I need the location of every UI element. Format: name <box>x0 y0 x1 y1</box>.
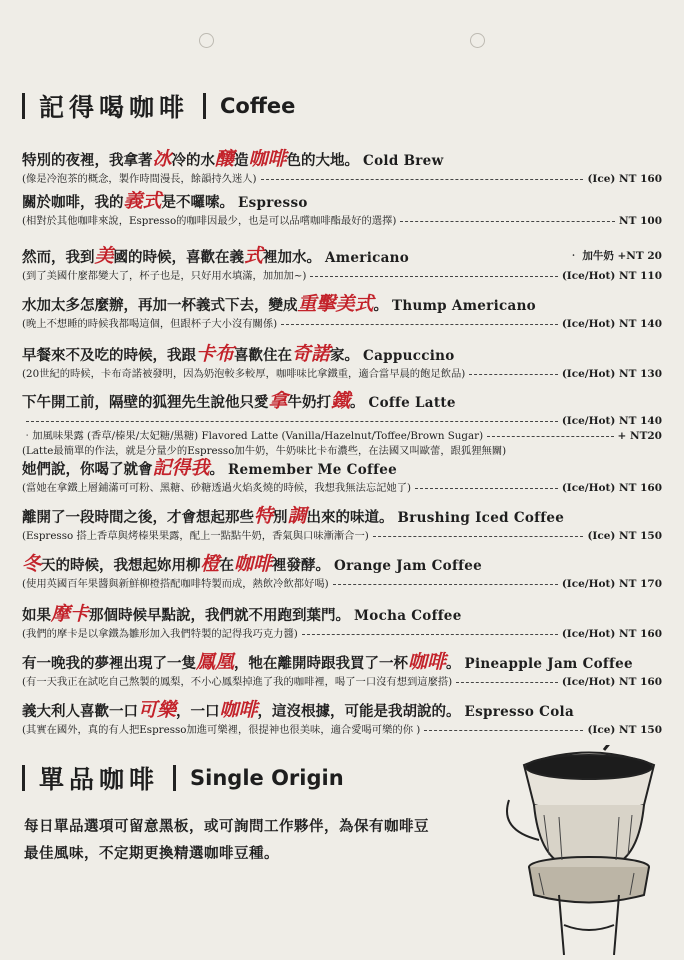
sentence-text: 如果 <box>22 607 51 624</box>
sentence-text: 出來的味道。 <box>306 509 394 526</box>
pour-over-coffee-illustration-icon <box>504 745 674 955</box>
highlight-word: 記得我 <box>152 457 210 479</box>
highlight-word: 可樂 <box>138 699 177 721</box>
dotted-leader <box>415 488 558 489</box>
item-english-name: Thump Americano <box>392 298 536 314</box>
sentence-text: 。 <box>209 461 225 478</box>
sentence-text: 然而，我到 <box>22 249 95 266</box>
sentence-text: 早餐來不及吃的時候，我跟 <box>22 347 196 364</box>
highlight-word: 冬 <box>22 553 42 575</box>
highlight-word: 調 <box>287 505 307 527</box>
item-description: (晚上不想睡的時候我都喝這個，但跟杯子大小沒有關係) <box>22 318 278 330</box>
sentence-text: 在 <box>219 557 235 574</box>
item-description: (到了美國什麼都變大了，杯子也是，只好用水填滿，加加加~) <box>22 270 307 282</box>
sentence-text: 義大利人喜歡一口 <box>22 703 138 720</box>
single-origin-description <box>24 813 504 867</box>
menu-item <box>22 190 662 229</box>
highlight-word: 冰 <box>152 148 172 170</box>
sentence-text: 喜歡住在 <box>234 347 293 364</box>
item-sentence <box>22 553 482 577</box>
sentence-text: 天的時候，我想起妳用柳 <box>41 557 201 574</box>
highlight-word: 重擊美式 <box>297 293 374 315</box>
menu-item <box>22 148 662 187</box>
sentence-text: 特別的夜裡，我拿著 <box>22 152 153 169</box>
highlight-word: 美 <box>94 245 114 267</box>
sentence-text: 牛奶打 <box>287 394 332 411</box>
highlight-word: 咖啡 <box>234 553 273 575</box>
binder-hole-left <box>199 33 214 48</box>
item-price: (Ice) NT 160 <box>587 173 662 185</box>
menu-item <box>22 390 662 459</box>
binder-hole-right <box>470 33 485 48</box>
sentence-text: 她們說，你喝了就會 <box>22 461 153 478</box>
item-price: (Ice/Hot) NT 110 <box>561 270 662 282</box>
sentence-text: ，牠在離開時跟我買了一杯 <box>234 655 409 672</box>
menu-item <box>22 245 662 284</box>
sentence-text: 關於咖啡，我的 <box>22 194 124 211</box>
desc-line: 最佳風味，不定期更換精選咖啡豆種。 <box>24 845 279 862</box>
item-price: (Ice) NT 150 <box>587 530 662 542</box>
sentence-text: 裡加水。 <box>263 249 322 266</box>
section-title-zh: 記得喝咖啡 <box>39 93 190 122</box>
dotted-leader <box>456 682 558 683</box>
highlight-word: 鳳凰 <box>196 651 235 673</box>
item-description: (Espresso 搭上香草與烤榛果果露，配上一點點牛奶，香氣與口味漸漸合一) <box>22 530 369 542</box>
sentence-text: 色的大地。 <box>286 152 360 169</box>
item-description: (Latte最簡單的作法，就是分量少的Espresso加牛奶，牛奶味比卡布濃些，在法國又叫歐蕾，跟狐狸無關) <box>22 445 507 457</box>
item-description: (相對於其他咖啡來說，Espresso的咖啡因最少，也是可以品嚐咖啡酯最好的選擇) <box>22 215 397 227</box>
menu-item <box>22 553 662 592</box>
dotted-leader <box>424 730 583 731</box>
item-description: (當她在拿鐵上層鋪滿可可粉、黑糖、砂糖透過火焰炙燒的時候，我想我無法忘記她了) <box>22 482 412 494</box>
menu-item <box>22 457 662 496</box>
item-sentence <box>22 245 409 269</box>
dotted-leader <box>281 324 558 325</box>
menu-item <box>22 603 662 642</box>
highlight-word: 式 <box>244 245 264 267</box>
highlight-word: 咖啡 <box>248 148 287 170</box>
sentence-text: 國的時候，喜歡在義 <box>113 249 245 266</box>
item-english-name: Remember Me Coffee <box>228 462 397 478</box>
item-price: (Ice/Hot) NT 160 <box>561 482 662 494</box>
highlight-word: 義式 <box>123 190 162 212</box>
dotted-leader <box>261 179 584 180</box>
item-sentence <box>22 293 536 317</box>
sentence-text: ，一口 <box>176 703 220 720</box>
item-price: (Ice/Hot) NT 170 <box>561 578 662 590</box>
item-price: (Ice/Hot) NT 140 <box>561 318 662 330</box>
item-english-name: Cappuccino <box>363 348 455 364</box>
sentence-text: 。 <box>350 394 365 411</box>
item-english-name: Espresso <box>238 195 308 211</box>
highlight-word: 拿 <box>268 390 288 412</box>
item-sentence <box>22 505 564 529</box>
item-description: (有一天我正在試吃自己熬製的鳳梨，不小心鳳梨掉進了我的咖啡裡，喝了一口沒有想到這麼搭) <box>22 676 453 688</box>
section-title-en: Single Origin <box>190 766 344 790</box>
item-description: (其實在國外，真的有人把Espresso加進可樂裡，很提神也很美味，適合愛喝可樂的你 ) <box>22 724 421 736</box>
sentence-text: 家。 <box>330 347 360 364</box>
highlight-word: 咖啡 <box>219 699 258 721</box>
dotted-leader <box>400 221 615 222</box>
item-price: (Ice) NT 150 <box>587 724 662 736</box>
sentence-text: 。 <box>373 297 389 314</box>
menu-item <box>22 293 662 332</box>
flavor-option: ‧加風味果露 (香草/榛果/太妃糖/黑糖) Flavored Latte (Vanilla/Hazelnut/Toffee/Brown Sugar) <box>22 430 484 442</box>
section-header-coffee <box>22 88 295 124</box>
item-english-name: Orange Jam Coffee <box>334 558 482 574</box>
sentence-text: 別 <box>273 509 288 526</box>
highlight-word: 摩卡 <box>51 603 90 625</box>
highlight-word: 卡布 <box>196 343 235 365</box>
sentence-text: 造 <box>234 152 249 169</box>
menu-item <box>22 699 662 738</box>
item-price: (Ice/Hot) NT 160 <box>561 628 662 640</box>
item-price: (Ice/Hot) NT 130 <box>561 368 662 380</box>
sentence-text: 是不囉嗦。 <box>161 194 235 211</box>
item-english-name: Coffe Latte <box>368 395 456 411</box>
divider-bar <box>173 765 176 791</box>
dotted-leader <box>302 634 558 635</box>
sentence-text: 那個時候早點說，我們就不用跑到葉門。 <box>89 607 351 624</box>
sentence-text: 下午開工前，隔壁的狐狸先生說他只愛 <box>22 394 269 411</box>
sentence-text: 冷的水 <box>171 152 216 169</box>
section-header-single-origin <box>22 760 344 796</box>
item-english-name: Americano <box>325 250 410 266</box>
divider-bar <box>22 765 25 791</box>
item-sentence <box>22 190 308 214</box>
item-sentence <box>22 457 397 481</box>
sentence-text: 水加太多怎麼辦，再加一杯義式下去，變成 <box>22 297 298 314</box>
section-title-en: Coffee <box>220 94 296 118</box>
dotted-leader <box>310 276 557 277</box>
sentence-text: 離開了一段時間之後，才會想起那些 <box>22 509 254 526</box>
item-description: (20世紀的時候，卡布奇諾被發明，因為奶泡較多較厚，咖啡味比拿鐵重，適合當早晨的飽足飲品) <box>22 368 466 380</box>
sentence-text: 。 <box>446 655 461 672</box>
item-description: (使用英國百年果醬與新鮮柳橙搭配咖啡特製而成，熱飲冷飲都好喝) <box>22 578 329 590</box>
highlight-word: 咖啡 <box>408 651 447 673</box>
divider-bar <box>203 93 206 119</box>
divider-bar <box>22 93 25 119</box>
highlight-word: 奇諾 <box>292 343 331 365</box>
item-sentence <box>22 651 633 675</box>
dotted-leader <box>487 436 613 437</box>
addon-price: ‧ 加牛奶 +NT 20 <box>568 250 662 262</box>
item-english-name: Cold Brew <box>363 153 444 169</box>
item-price: NT 100 <box>619 215 662 227</box>
item-sentence <box>22 390 456 414</box>
item-description: (我們的摩卡是以拿鐵為雛形加入我們特製的記得我巧克力醬) <box>22 628 298 640</box>
section-title-zh: 單品咖啡 <box>39 765 160 794</box>
item-sentence <box>22 699 574 723</box>
item-english-name: Pineapple Jam Coffee <box>464 656 633 672</box>
item-sentence <box>22 343 455 367</box>
dotted-leader <box>469 374 558 375</box>
item-sentence <box>22 148 444 172</box>
highlight-word: 釀 <box>215 148 235 170</box>
dotted-leader <box>373 536 584 537</box>
dotted-leader <box>26 421 558 422</box>
highlight-word: 鐵 <box>331 390 351 412</box>
item-english-name: Brushing Iced Coffee <box>397 510 565 526</box>
desc-line: 每日單品選項可留意黑板，或可詢問工作夥伴，為保有咖啡豆 <box>24 818 429 835</box>
highlight-word: 特 <box>254 505 274 527</box>
item-price: (Ice/Hot) NT 160 <box>561 676 662 688</box>
highlight-word: 橙 <box>200 553 220 575</box>
item-sentence <box>22 603 462 627</box>
item-description: (像是冷泡茶的概念，製作時間漫長，餘韻持久迷人) <box>22 173 257 185</box>
dotted-leader <box>333 584 558 585</box>
item-english-name: Espresso Cola <box>464 704 574 720</box>
menu-item <box>22 505 662 544</box>
menu-item <box>22 343 662 382</box>
flavor-option-price: + NT20 <box>617 430 662 442</box>
item-price: (Ice/Hot) NT 140 <box>561 415 662 427</box>
menu-item <box>22 651 662 690</box>
sentence-text: 有一晚我的夢裡出現了一隻 <box>22 655 196 672</box>
item-english-name: Mocha Coffee <box>354 608 462 624</box>
sentence-text: 裡發酵。 <box>272 557 331 574</box>
sentence-text: ，這沒根據，可能是我胡說的。 <box>257 703 461 720</box>
